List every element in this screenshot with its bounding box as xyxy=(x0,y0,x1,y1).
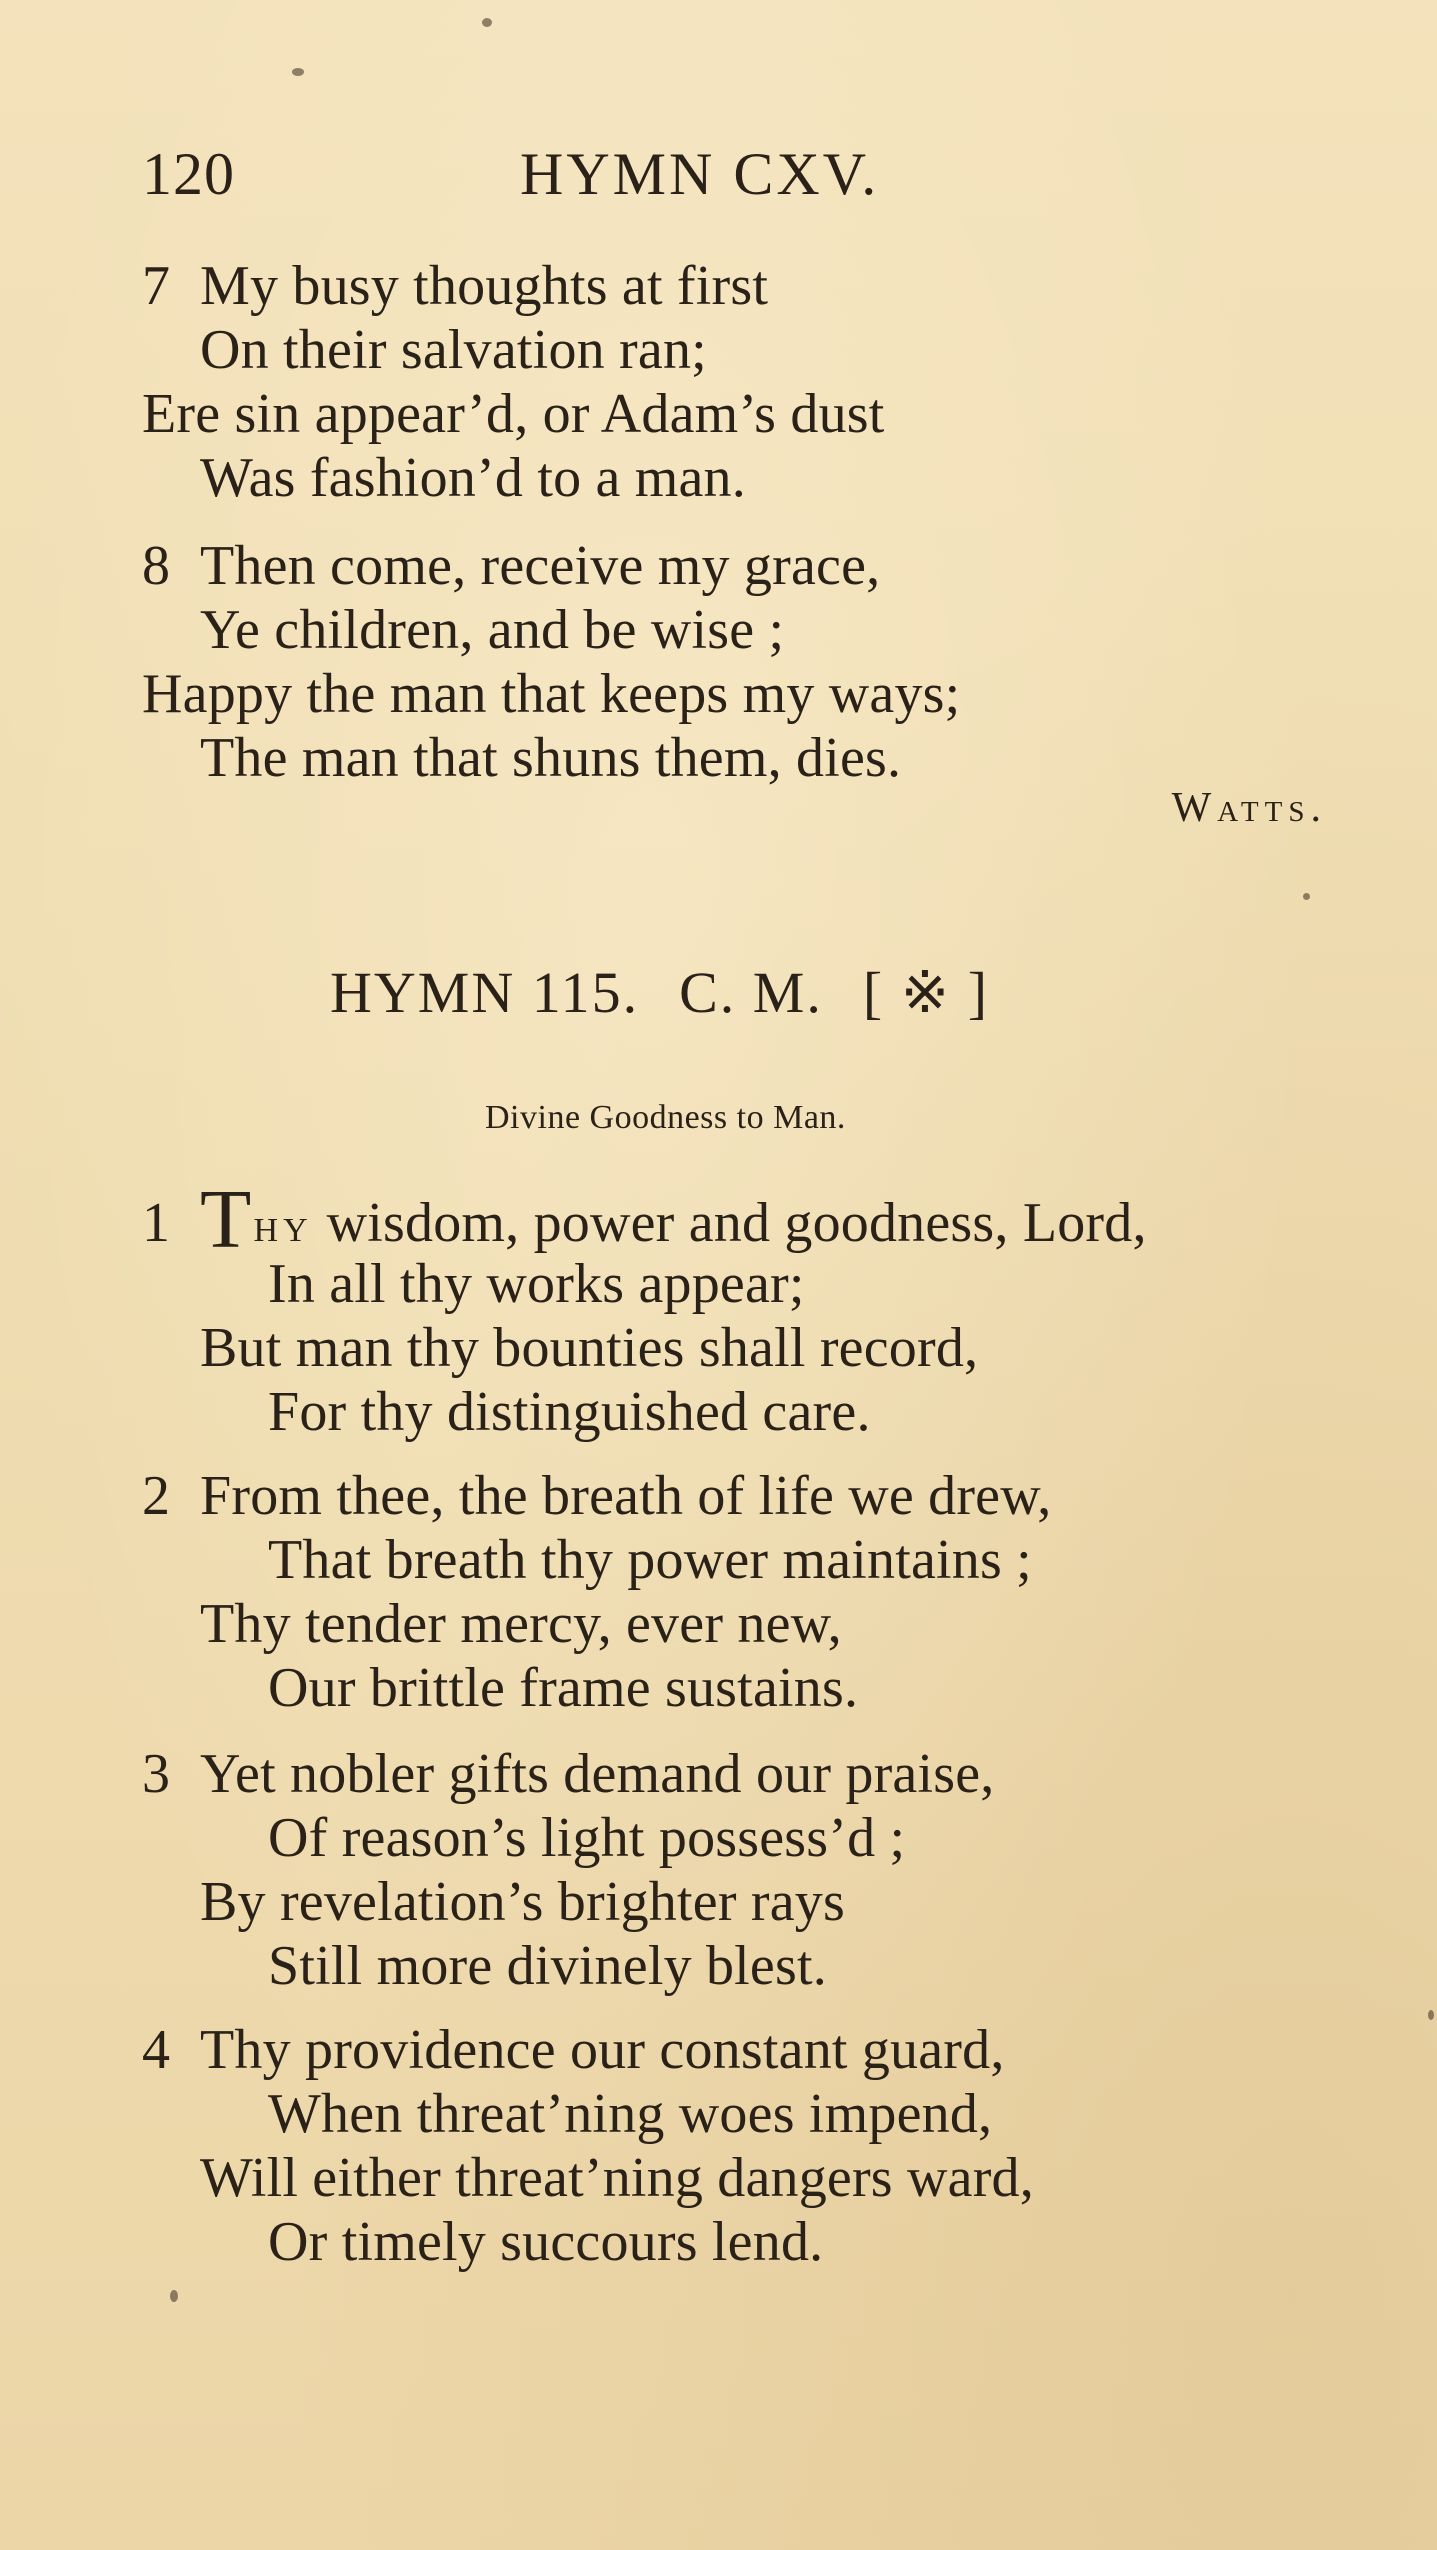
page-number: 120 xyxy=(142,141,235,207)
hymn-meter: C. M. xyxy=(679,960,823,1025)
ink-speck xyxy=(482,18,492,27)
author-attribution: Watts. xyxy=(1171,785,1327,831)
verse-text: Happy the man that keeps my ways; xyxy=(142,663,961,725)
verse-text: The man that shuns them, dies. xyxy=(200,727,902,789)
stanza-line xyxy=(142,1466,1051,1526)
verse-text: When threat’ning woes impend, xyxy=(268,2083,993,2145)
verse-text: Of reason’s light possess’d ; xyxy=(268,1807,906,1869)
ink-speck xyxy=(170,2290,178,2302)
stanza-line xyxy=(142,2020,1005,2080)
ink-speck xyxy=(292,68,304,76)
hymn-mark: [ ※ ] xyxy=(862,960,990,1025)
running-title: HYMN CXV. xyxy=(520,141,880,207)
ink-speck xyxy=(1303,893,1310,900)
stanza-number: 4 xyxy=(142,2019,171,2081)
verse-text: On their salvation ran; xyxy=(200,319,707,381)
verse-text: Or timely succours lend. xyxy=(268,2211,824,2273)
verse-text: Then come, receive my grace, xyxy=(200,535,881,597)
stanza-number: 7 xyxy=(142,255,171,317)
verse-text: By revelation’s brighter rays xyxy=(200,1871,845,1933)
hymn-number: HYMN 115. xyxy=(330,960,640,1025)
stanza-number: 3 xyxy=(142,1743,171,1805)
first-word-small-caps: HY xyxy=(253,1212,313,1249)
verse-text: wisdom, power and goodness, Lord, xyxy=(326,1192,1147,1254)
verse-text: Thy tender mercy, ever new, xyxy=(200,1593,842,1655)
verse-text: Ere sin appear’d, or Adam’s dust xyxy=(142,383,885,445)
hymn-subtitle: Divine Goodness to Man. xyxy=(485,1099,846,1136)
stanza-line xyxy=(142,1173,1147,1266)
verse-text: My busy thoughts at first xyxy=(200,255,769,317)
stanza-line xyxy=(142,256,768,316)
verse-text: Ye children, and be wise ; xyxy=(200,599,785,661)
verse-text: Still more divinely blest. xyxy=(268,1935,827,1997)
verse-text: Our brittle frame sustains. xyxy=(268,1657,859,1719)
verse-text: From thee, the breath of life we drew, xyxy=(200,1465,1052,1527)
stanza-line xyxy=(142,536,880,596)
verse-text: In all thy works appear; xyxy=(268,1253,805,1315)
stanza-line xyxy=(142,1744,995,1804)
drop-cap: T xyxy=(200,1173,252,1266)
verse-text: That breath thy power maintains ; xyxy=(268,1529,1032,1591)
verse-text: Will either threat’ning dangers ward, xyxy=(200,2147,1034,2209)
ink-speck xyxy=(1428,2010,1434,2020)
stanza-number: 1 xyxy=(142,1192,171,1254)
verse-text: But man thy bounties shall record, xyxy=(200,1317,979,1379)
verse-text: For thy distinguished care. xyxy=(268,1381,871,1443)
hymn-heading xyxy=(330,962,989,1024)
verse-text: Thy providence our constant guard, xyxy=(200,2019,1005,2081)
verse-text: Was fashion’d to a man. xyxy=(200,447,746,509)
stanza-number: 2 xyxy=(142,1465,171,1527)
stanza-number: 8 xyxy=(142,535,171,597)
verse-text: Yet nobler gifts demand our praise, xyxy=(200,1743,995,1805)
